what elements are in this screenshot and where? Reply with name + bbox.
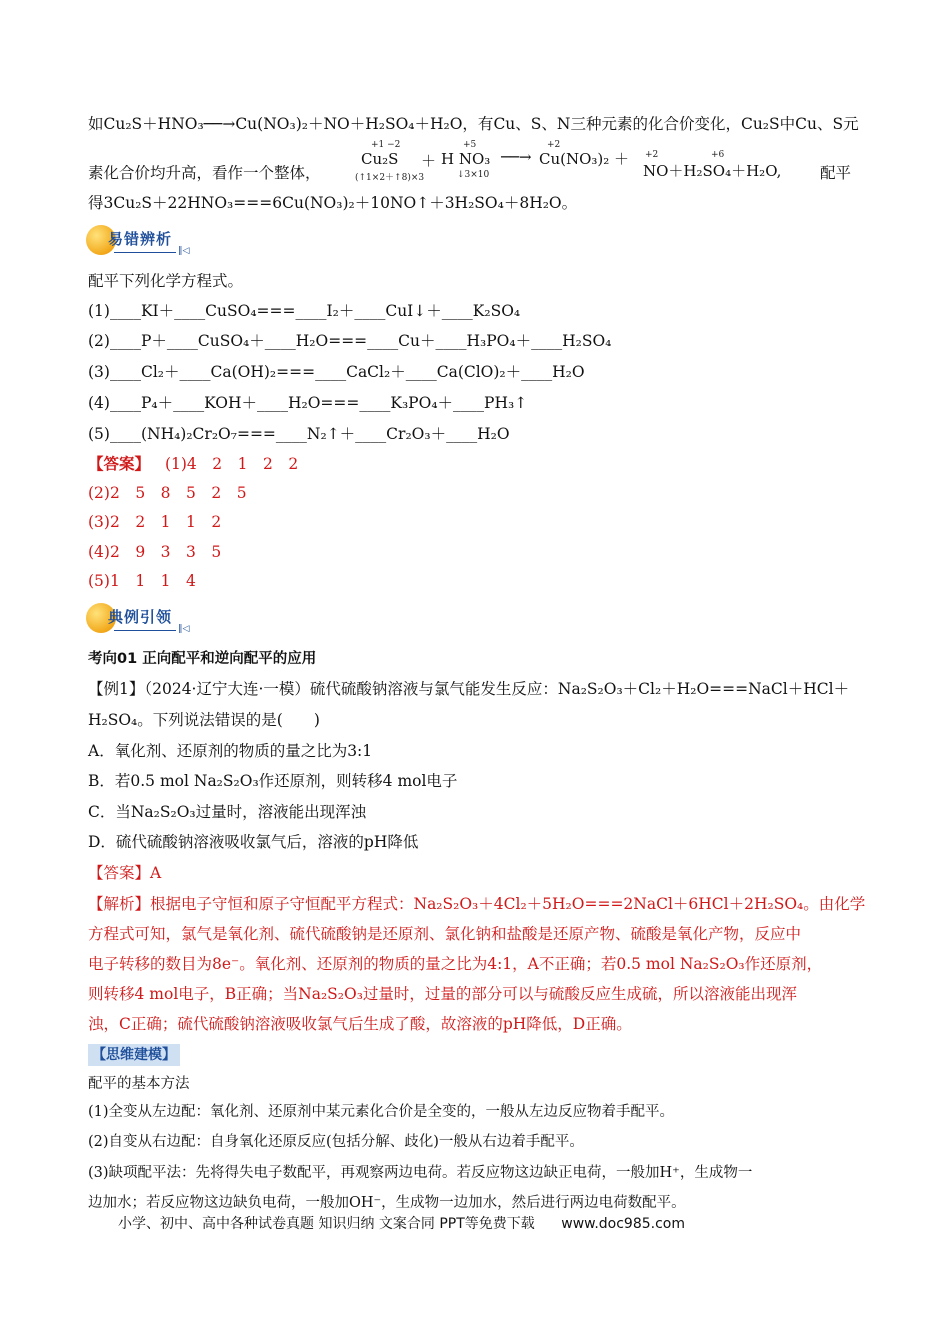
example-answer: 【答案】A [88, 864, 162, 882]
question-line-1: 【例1】（2024·辽宁大连·一模）硫代硫酸钠溶液与氯气能发生反应：Na₂S₂O₃＋Cl₂＋H₂O===NaCl＋HCl＋ [88, 680, 850, 698]
cu-charge: +2 [547, 140, 561, 150]
cu2s-electron-note: (↑1×2＋↑8)×3 [355, 173, 425, 183]
hno3-electron-note: ↓3×10 [457, 170, 490, 180]
hno3-formula: H NO₃ [441, 150, 491, 168]
cu2s-charges: +1 −2 [371, 140, 401, 150]
analysis-line-5: 浊，C正确；硫代硫酸钠溶液吸收氯气后生成了酸，故溶液的pH降低，D正确。 [88, 1015, 632, 1033]
badge-title: 易错辨析 [108, 230, 173, 248]
answer-label: 【答案】 [88, 454, 151, 473]
analysis-line-2: 方程式可知，氯气是氧化剂、硫代硫酸钠是还原剂、氯化钠和盐酸是还原产物、硫酸是氧化产物，反应中 [88, 925, 802, 943]
model-title: 配平的基本方法 [88, 1076, 190, 1092]
analysis-line-3: 电子转移的数目为8e⁻。氧化剂、还原剂的物质的量之比为4:1，A不正确；若0.5 mol Na₂S₂O₃作还原剂， [88, 955, 823, 973]
hno3-charge: +5 [463, 140, 477, 150]
redox-equation-figure [355, 140, 855, 188]
reaction-arrow: ──→ [501, 148, 532, 166]
intro-line-2-suffix: 配平 [820, 164, 852, 182]
error-item-3: (3)____Cl₂＋____Ca(OH)₂===____CaCl₂＋____Ca(ClO)₂＋____H₂O [88, 363, 585, 381]
error-answer-row-1 [88, 453, 298, 475]
badge-title: 典例引领 [108, 608, 173, 626]
example-heading: 考向01 正向配平和逆向配平的应用 [88, 651, 317, 667]
s-charge: +6 [711, 150, 725, 160]
error-answer-3: (3)2 2 1 1 2 [88, 513, 222, 531]
error-prompt: 配平下列化学方程式。 [88, 272, 244, 290]
error-item-4: (4)____P₄＋____KOH＋____H₂O===____K₃PO₄＋____PH₃↑ [88, 394, 528, 412]
option-a: A．氧化剂、还原剂的物质的量之比为3:1 [88, 742, 373, 760]
model-item-1: (1)全变从左边配：氧化剂、还原剂中某元素化合价是全变的，一般从左边反应物着手配平。 [88, 1104, 675, 1120]
analysis-line-4: 则转移4 mol电子，B正确；当Na₂S₂O₃过量时，过量的部分可以与硫酸反应生成硫，所以溶液能出现浑 [88, 985, 797, 1003]
error-item-2: (2)____P＋____CuSO₄＋____H₂O===____Cu＋____H₃PO₄＋____H₂SO₄ [88, 332, 612, 350]
model-item-3: (3)缺项配平法：先将得失电子数配平，再观察两边电荷。若反应物这边缺正电荷，一般加H⁺，生成物一 [88, 1165, 753, 1181]
error-item-5: (5)____(NH₄)₂Cr₂O₇===____N₂↑＋____Cr₂O₃＋____H₂O [88, 425, 510, 443]
question-line-2: H₂SO₄。下列说法错误的是( ) [88, 711, 320, 729]
model-tag: 【思维建模】 [88, 1044, 180, 1066]
option-c: C．当Na₂S₂O₃过量时，溶液能出现浑浊 [88, 803, 367, 821]
no-charge: +2 [645, 150, 659, 160]
intro-line-3: 得3Cu₂S＋22HNO₃===6Cu(NO₃)₂＋10NO↑＋3H₂SO₄＋8H₂O。 [88, 194, 578, 212]
intro-line-2-prefix: 素化合价均升高，看作一个整体， [88, 164, 321, 182]
section-badge-error [86, 225, 190, 259]
footer-url[interactable]: www.doc985.com [561, 1216, 685, 1232]
products-formula: NO＋H₂SO₄＋H₂O, [643, 162, 782, 180]
error-answer-5: (5)1 1 1 4 [88, 572, 196, 590]
option-d: D．硫代硫酸钠溶液吸收氯气后，溶液的pH降低 [88, 833, 419, 851]
section-badge-example [86, 603, 190, 637]
error-answer-2: (2)2 5 8 5 2 5 [88, 484, 247, 502]
cu2s-formula: Cu₂S [361, 150, 399, 168]
model-item-4: 边加水；若反应物这边缺负电荷，一般加OH⁻，生成物一边加水，然后进行两边电荷数配平。 [88, 1195, 686, 1211]
cuno3-formula: Cu(NO₃)₂ ＋ [539, 150, 630, 168]
analysis-line-1: 【解析】根据电子守恒和原子守恒配平方程式：Na₂S₂O₃＋4Cl₂＋5H₂O===2NaCl＋6HCl＋2H₂SO₄。由化学 [88, 895, 866, 913]
badge-mark-icon: ‖◁ [178, 246, 190, 256]
badge-mark-icon: ‖◁ [178, 624, 190, 634]
error-item-1: (1)____KI＋____CuSO₄===____I₂＋____CuI↓＋____K₂SO₄ [88, 302, 521, 320]
plus-sign: ＋ [421, 152, 437, 170]
page-footer [118, 1213, 685, 1233]
answer-1: (1)4 2 1 2 2 [164, 455, 299, 473]
footer-text: 小学、初中、高中各种试卷真题 知识归纳 文案合同 PPT等免费下载 [118, 1216, 535, 1232]
intro-line-1: 如Cu₂S＋HNO₃──→Cu(NO₃)₂＋NO＋H₂SO₄＋H₂O，有Cu、S、N三种元素的化合价变化，Cu₂S中Cu、S元 [88, 115, 859, 133]
option-b: B．若0.5 mol Na₂S₂O₃作还原剂，则转移4 mol电子 [88, 772, 458, 790]
error-answer-4: (4)2 9 3 3 5 [88, 543, 222, 561]
model-item-2: (2)自变从右边配：自身氧化还原反应(包括分解、歧化)一般从右边着手配平。 [88, 1134, 584, 1150]
